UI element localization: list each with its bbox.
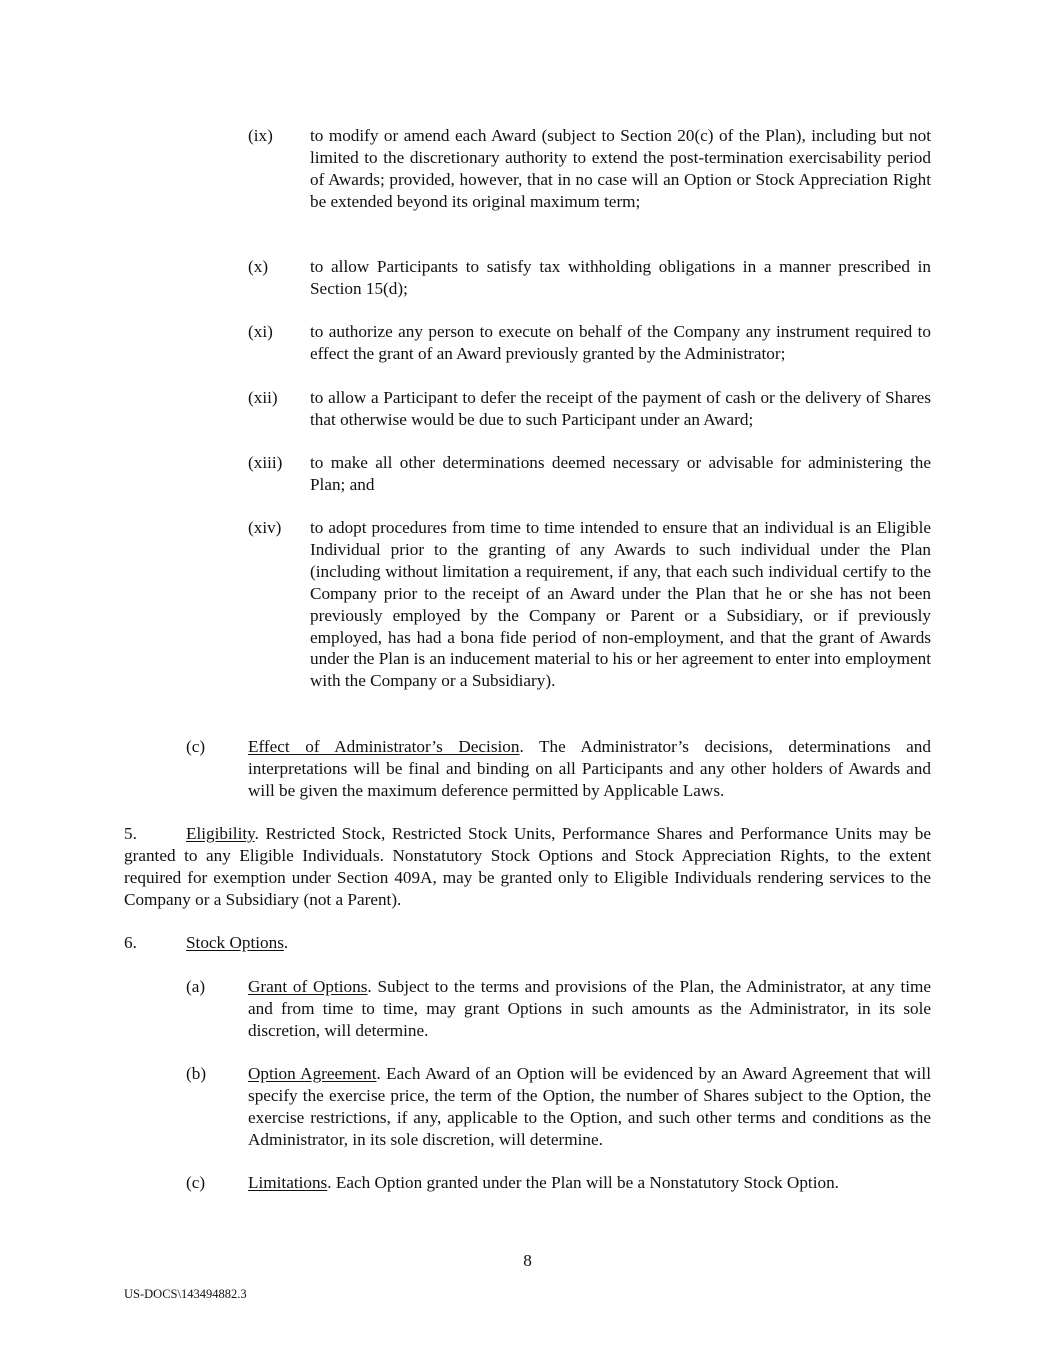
clause-6c [186, 1172, 931, 1194]
clause-6b [186, 1063, 931, 1151]
clause-number: (a) [186, 977, 206, 996]
section-number: 6. [124, 933, 137, 952]
clause-heading: Limitations [248, 1173, 328, 1192]
document-id: US-DOCS\143494882.3 [124, 1287, 247, 1301]
clause-text [248, 1172, 931, 1194]
clause-text: to adopt procedures from time to time intended to ensure that an individual is an Eligible Individual prior to the granting of any Awards to such individual under the Plan (including without limitation a requirement, if any, that each such individual certify to the Company prior to the receipt of an Award under the Plan that he or she has not been previously employed by the Company or Parent or a Subsidiary, or if previously employed, has had a bona fide period of non-employment, and that the grant of Awards under the Plan is an inducement material to his or her agreement to enter into employment with the Company or a Subsidiary). [310, 518, 931, 691]
clause-text: to allow a Participant to defer the receipt of the payment of cash or the delivery of Shares that otherwise would be due to such Participant under an Award; [310, 388, 931, 429]
clause-number: (ix) [248, 126, 273, 145]
clause-xiv [248, 517, 931, 692]
clause-body: . Each Option granted under the Plan will be a Nonstatutory Stock Option. [327, 1173, 839, 1192]
clause-number: (xii) [248, 388, 278, 407]
clause-body: . The Administrator’s decisions, determinations and interpretations will be final and binding on all Participants and any other holders of Awards and will be given the maximum deference permitted by Applicable Laws. [248, 737, 931, 800]
clause-c-effect [186, 736, 931, 802]
clause-body: . Each Award of an Option will be evidenced by an Award Agreement that will specify the exercise price, the term of the Option, the number of Shares subject to the Option, the exercise restrictions, if any, applicable to the Option, and such other terms and conditions as the Administrator, in its sole discretion, will determine. [248, 1064, 931, 1149]
clause-number: (b) [186, 1064, 207, 1083]
clause-text [248, 1063, 931, 1151]
clause-body: . Subject to the terms and provisions of the Plan, the Administrator, at any time and from time to time, may grant Options in such amounts as the Administrator, in its sole discretion, will determine. [248, 977, 931, 1040]
clause-heading: Effect of Administrator’s Decision [248, 737, 520, 756]
page-number: 8 [523, 1251, 532, 1270]
clause-number: (x) [248, 257, 269, 276]
clause-heading: Grant of Options [248, 977, 368, 996]
clause-number: (xi) [248, 322, 273, 341]
section-heading: Eligibility [186, 824, 255, 843]
clause-text: to allow Participants to satisfy tax withholding obligations in a manner prescribed in Section 15(d); [310, 257, 931, 298]
clause-text: to modify or amend each Award (subject to Section 20(c) of the Plan), including but not limited to the discretionary authority to extend the post-termination exercisability period of Awards; provided, however, that in no case will an Option or Stock Appreciation Right be extended beyond its original maximum term; [310, 126, 931, 211]
clause-6a [186, 976, 931, 1042]
clause-number: (c) [186, 1173, 206, 1192]
clause-x [248, 256, 931, 300]
clause-xiii [248, 452, 931, 496]
clause-xii [248, 387, 931, 431]
clause-text [248, 976, 931, 1042]
clause-number: (xiv) [248, 518, 282, 537]
clause-text: to authorize any person to execute on behalf of the Company any instrument required to effect the grant of an Award previously granted by the Administrator; [310, 322, 931, 363]
section-6-stock-options [124, 932, 931, 954]
clause-text [248, 736, 931, 802]
clause-xi [248, 321, 931, 365]
section-body: . Restricted Stock, Restricted Stock Units, Performance Shares and Performance Units may be granted to any Eligible Individuals. Nonstatutory Stock Options and Stock Appreciation Rights, to the extent required for exemption under Section 409A, may be granted only to Eligible Individuals rendering services to the Company or a Subsidiary (not a Parent). [124, 824, 931, 909]
section-heading: Stock Options [186, 933, 284, 952]
section-5-eligibility [124, 823, 931, 911]
clause-number: (c) [186, 737, 206, 756]
section-heading-trail: . [283, 933, 289, 952]
clause-text: to make all other determinations deemed necessary or advisable for administering the Plan; and [310, 453, 931, 494]
section-number: 5. [124, 824, 137, 843]
clause-heading: Option Agreement [248, 1064, 377, 1083]
clause-ix [248, 125, 931, 213]
clause-number: (xiii) [248, 453, 283, 472]
